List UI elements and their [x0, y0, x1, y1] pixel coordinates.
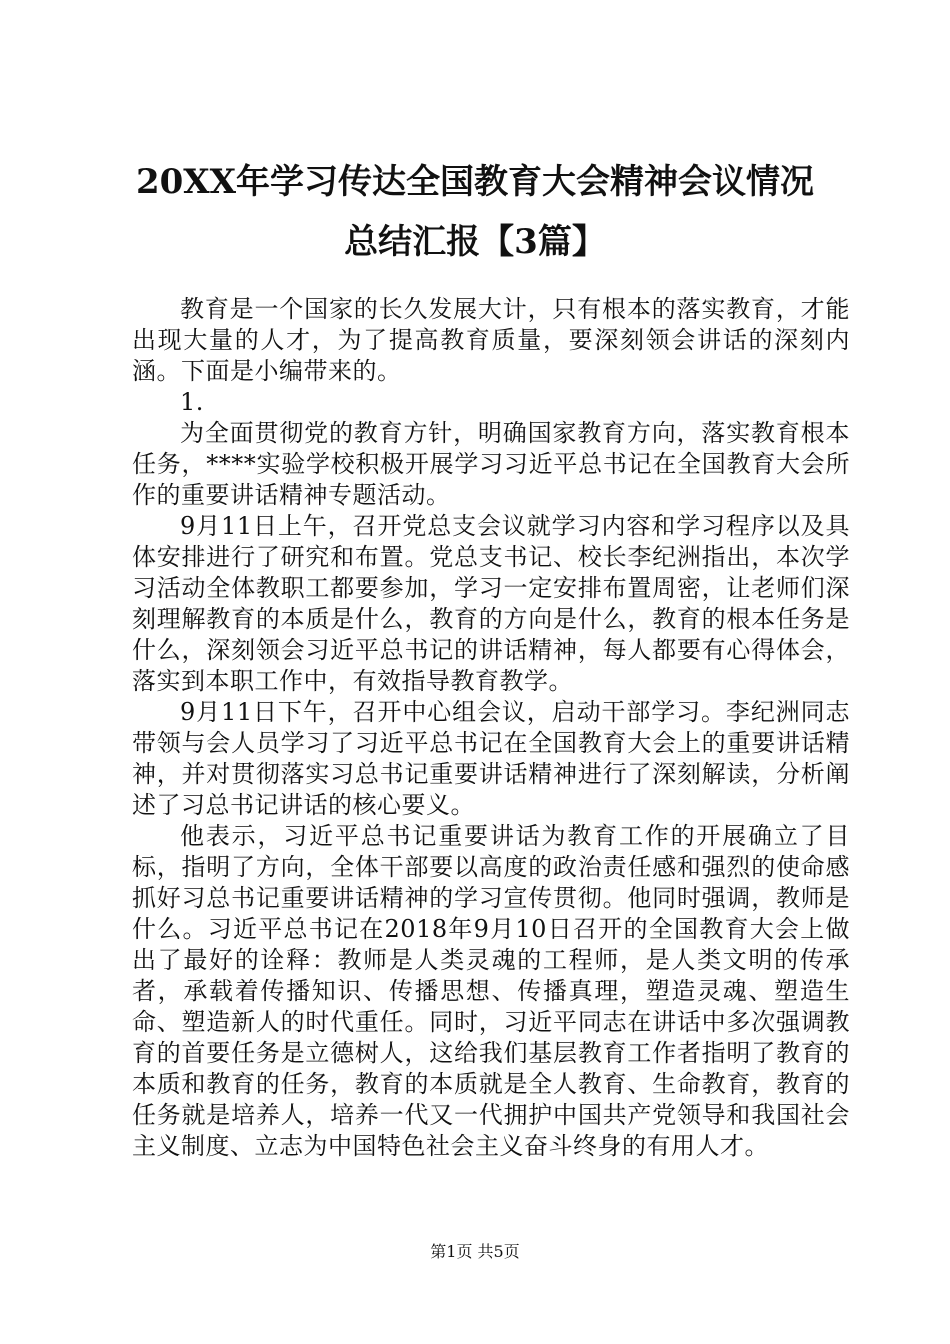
document-body — [132, 294, 850, 1162]
paragraph-intro: 教育是一个国家的长久发展大计，只有根本的落实教育，才能出现大量的人才，为了提高教育质量，要深刻领会讲话的深刻内涵。下面是小编带来的。 — [132, 295, 850, 385]
paragraph: 9月11日下午，召开中心组会议，启动干部学习。李纪洲同志带领与会人员学习了习近平总书记在全国教育大会上的重要讲话精神，并对贯彻落实习总书记重要讲话精神进行了深刻解读，分析阐述了习总书记讲话的核心要义。 — [132, 698, 850, 819]
paragraph: 为全面贯彻党的教育方针，明确国家教育方向，落实教育根本任务，****实验学校积极开展学习习近平总书记在全国教育大会所作的重要讲话精神专题活动。 — [132, 419, 850, 509]
paragraph: 他表示，习近平总书记重要讲话为教育工作的开展确立了目标，指明了方向，全体干部要以高度的政治责任感和强烈的使命感抓好习总书记重要讲话精神的学习宣传贯彻。他同时强调，教师是什么。习近平总书记在2018年9月10日召开的全国教育大会上做出了最好的诠释：教师是人类灵魂的工程师，是人类文明的传承者，承载着传播知识、传播思想、传播真理，塑造灵魂、塑造生命、塑造新人的时代重任。同时，习近平同志在讲话中多次强调教育的首要任务是立德树人，这给我们基层教育工作者指明了教育的本质和教育的任务，教育的本质就是全人教育、生命教育，教育的任务就是培养人，培养一代又一代拥护中国共产党领导和我国社会主义制度、立志为中国特色社会主义奋斗终身的有用人才。 — [132, 822, 850, 1160]
page-footer: 第1页 共5页 — [430, 1242, 520, 1261]
document-title-line-2: 总结汇报【3篇】 — [344, 222, 606, 262]
paragraph: 9月11日上午，召开党总支会议就学习内容和学习程序以及具体安排进行了研究和布置。党总支书记、校长李纪洲指出，本次学习活动全体教职工都要参加，学习一定安排布置周密，让老师们深刻理解教育的本质是什么，教育的方向是什么，教育的根本任务是什么，深刻领会习近平总书记的讲话精神，每人都要有心得体会，落实到本职工作中，有效指导教育教学。 — [132, 512, 850, 695]
document-title-line-1: 20XX年学习传达全国教育大会精神会议情况 — [135, 162, 815, 202]
paragraph-section-number: 1. — [180, 388, 204, 416]
